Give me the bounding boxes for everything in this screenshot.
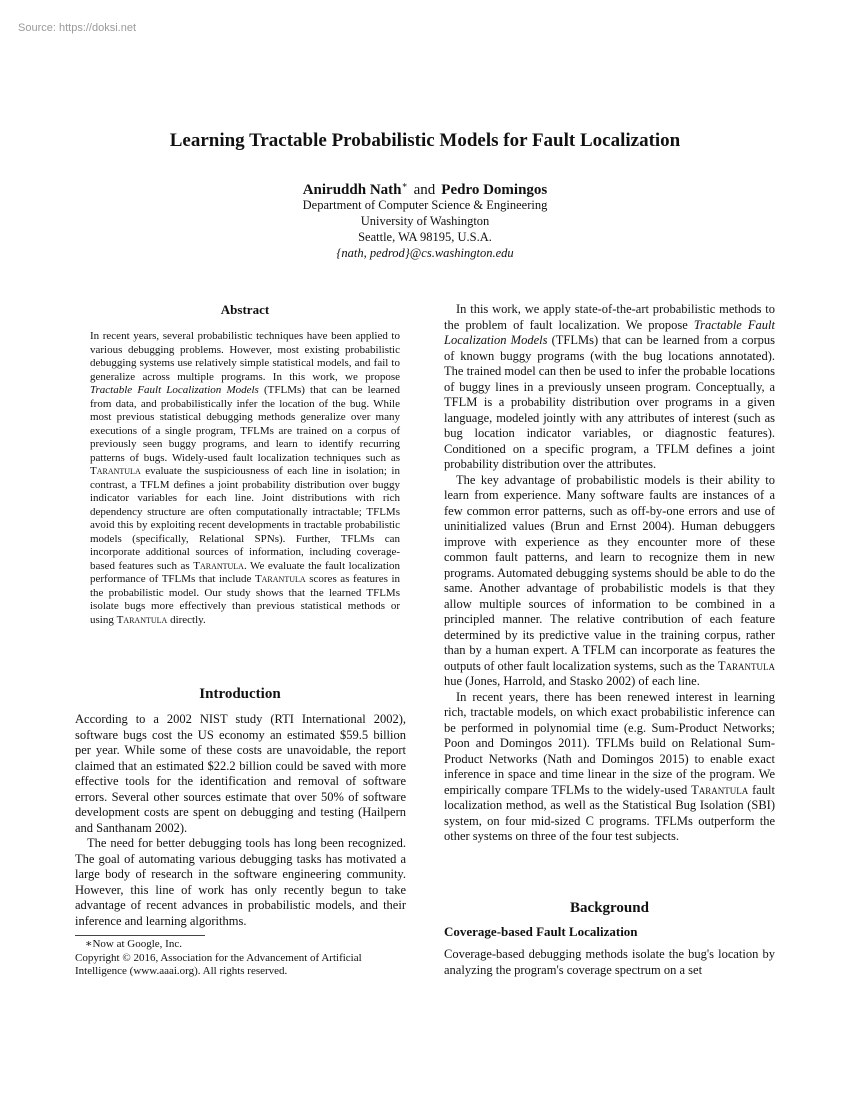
affiliation-university: University of Washington — [360, 214, 490, 228]
author-1: Aniruddh Nath — [302, 182, 402, 198]
author-1-footnote-mark: ∗ — [401, 180, 408, 190]
author-conjunction: and — [413, 182, 436, 198]
abstract-body — [90, 330, 400, 627]
right-column-body — [444, 302, 775, 845]
affiliation-email: {nath, pedrod}@cs.washington.edu — [336, 246, 514, 260]
introduction-paragraph-2: The need for better debugging tools has long been recognized. The goal of automating various debugging tasks has motivated a large body of research in the software engineering community. However, this line of work has only recently begun to take advantage of recent advances in probabilistic models, and their inference and learning algorithms. — [75, 836, 406, 928]
right-paragraph-3: In recent years, there has been renewed interest in learning rich, tractable models, on which exact probabilistic inference can be performed in polynomial time (e.g. Sum-Product Networks; Poon and Domingos 2011). TFLMs build on Relational Sum-Product Networks (Nath and Domingos 2015) to enable exact inference in space and time linear in the size of the program. We empirically compare TFLMs to the widely-used Tarantula fault localization method, as well as the Statistical Bug Isolation (SBI) system, on four mid-sized C programs. TFLMs outperform the other systems on three of the four test subjects. — [444, 689, 775, 843]
coverage-subsection-heading: Coverage-based Fault Localization — [444, 924, 638, 939]
right-paragraph-1: In this work, we apply state-of-the-art probabilistic methods to the problem of fault localization. We propose Tractable Fault Localization Models (TFLMs) that can be learned from a corpus of known buggy programs (with the bug locations annotated). The trained model can then be used to infer the probable locations of buggy lines in a previously unseen program. Conceptually, a TFLM is a probability distribution over programs in a given language, modeled jointly with any attributes of interest (such as bug location indicator variables, or diagnostic features). Conditioned on a specific program, a TFLM defines a joint probability distribution over the attributes. — [444, 302, 775, 471]
introduction-body — [75, 712, 406, 929]
source-watermark: Source: https://doksi.net — [18, 22, 137, 34]
abstract-paragraph: In recent years, several probabilistic techniques have been applied to various debugging problems. However, most existing probabilistic debugging systems use relatively simple statistical models, and fail to generalize across multiple programs. In this work, we propose Tractable Fault Localization Models (TFLMs) that can be learned from data, and probabilistically infer the location of the bug. While most previous statistical debugging methods generalize over many executions of a single program, TFLMs are trained on a corpus of previously seen buggy programs, and learn to identify recurring patterns of bugs. Widely-used fault localization techniques such as Tarantula evaluate the suspiciousness of each line in isolation; in contrast, a TFLM defines a joint probability distribution over buggy indicator variables for each line. Joint distributions with rich dependency structure are often computationally intractable; TFLMs avoid this by exploiting recent developments in tractable probabilistic models (specifically, Relational SPNs). Further, TFLMs can incorporate additional sources of information, including coverage-based features such as Tarantula. We evaluate the fault localization performance of TFLMs that include Tarantula scores as features in the probabilistic model. Our study shows that the learned TFLMs isolate bugs more effectively than previous statistical methods or using Tarantula directly. — [90, 330, 401, 626]
introduction-heading: Introduction — [199, 686, 281, 702]
footnote-rule — [75, 935, 205, 936]
right-paragraph-2: The key advantage of probabilistic models is their ability to learn from experience. Many software faults are instances of a few common error patterns, such as off-by-one errors and use of uninitialized values (Brun and Ernst 2004). Human debuggers improve with experience as they encounter more of these common fault patterns, and learn to recognize them in new programs. Automated debugging systems should be able to do the same. Another advantage of probabilistic models is that they allow multiple sources of information to be combined in a principled manner. The relative contribution of each feature determined by its predictive value in the training corpus, rather than by a human expert. A TFLM can incorporate as features the outputs of other fault localization systems, such as the Tarantula hue (Jones, Harrold, and Stasko 2002) of each line. — [444, 472, 775, 688]
footnote — [75, 938, 410, 979]
introduction-paragraph-1: According to a 2002 NIST study (RTI International 2002), software bugs cost the US economy an estimated $59.5 billion per year. While some of these costs are unavoidable, the report claimed that an estimated $22.2 billion could be saved with more effective tools for the identification and removal of software errors. Several other sources estimate that over 50% of software development costs are spent on debugging and testing (Hailpern and Santhanam 2002). — [75, 712, 406, 835]
affiliation-department: Department of Computer Science & Engineering — [302, 198, 548, 212]
background-body — [444, 947, 775, 978]
author-2: Pedro Domingos — [441, 182, 548, 198]
paper-title: Learning Tractable Probabilistic Models for Fault Localization — [169, 130, 681, 151]
background-paragraph-1: Coverage-based debugging methods isolate the bug's location by analyzing the program's coverage spectrum on a set — [444, 947, 775, 977]
affiliation-address: Seattle, WA 98195, U.S.A. — [358, 230, 492, 244]
copyright-notice: Copyright © 2016, Association for the Advancement of Artificial Intelligence (www.aaai.org). All rights reserved. — [75, 951, 362, 977]
abstract-heading: Abstract — [220, 302, 270, 317]
footnote-affiliation-note: ∗Now at Google, Inc. — [85, 938, 182, 950]
background-heading: Background — [570, 900, 649, 916]
